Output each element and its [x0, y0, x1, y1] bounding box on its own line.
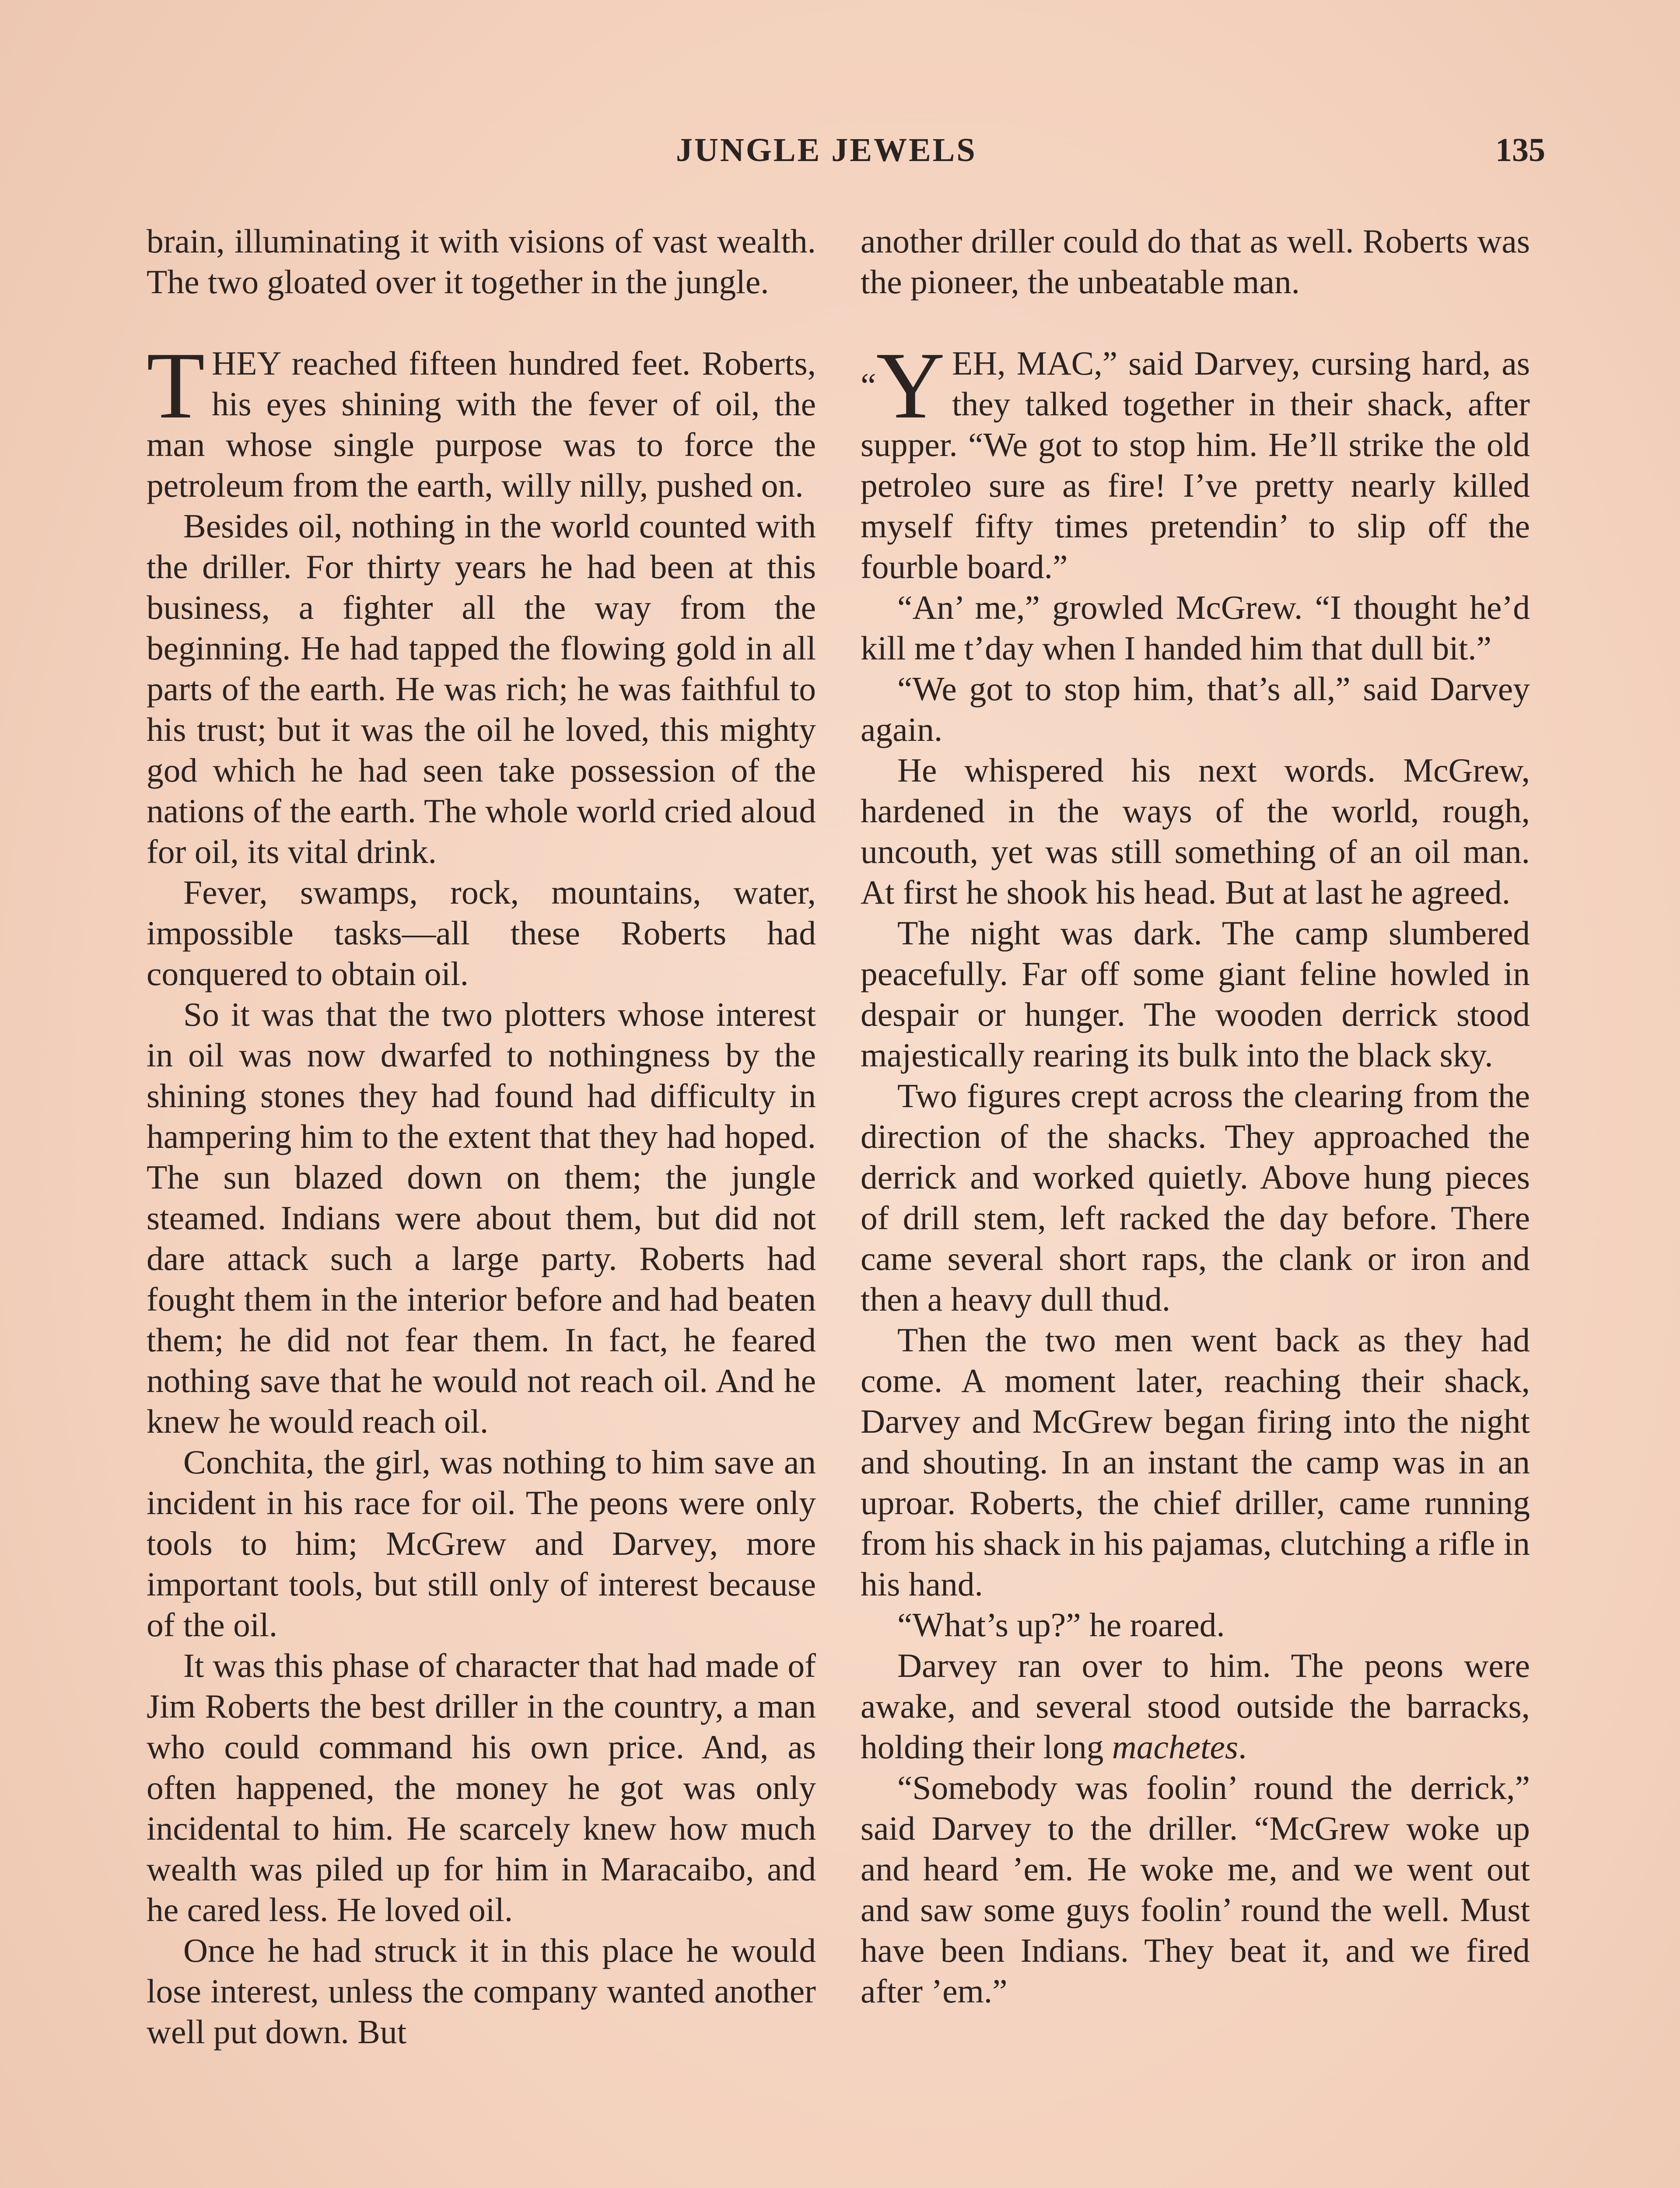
paragraph	[147, 333, 816, 506]
paragraph: “What’s up?” he roared.	[897, 1606, 1225, 1644]
paragraph-text: Darvey ran over to him. The peons were awake, and several stood outside the barracks, holding their long	[861, 1647, 1530, 1766]
paragraph: Then the two men went back as they had come. A moment later, reaching their shack, Darvey and McGrew began firing into the night and shouting. In an instant the camp was in an uproar. Roberts, the chief driller, came running from his shack in his pajamas, clutching a rifle in his hand.	[861, 1321, 1530, 1603]
open-quote: “	[861, 367, 876, 405]
paragraph: So it was that the two plotters whose interest in oil was now dwarfed to nothingness by the shining stones they had found had difficulty in hampering him to the extent that they had hoped. The sun blazed down on them; the jungle steamed. Indians were about them, but did not dare attack such a large party. Roberts had fought them in the interior before and had beaten them; he did not fear them. In fact, he feared nothing save that he would not reach oil. And he knew he would reach oil.	[147, 996, 816, 1440]
running-title: JUNGLE JEWELS	[676, 132, 977, 168]
paragraph: It was this phase of character that had made of Jim Roberts the best driller in the country, a man who could command his own price. And, as often happened, the money he got was only incidental to him. He scarcely knew how much wealth was piled up for him in Maracaibo, and he cared less. He loved oil.	[147, 1647, 816, 1929]
paragraph: Once he had struck it in this place he would lose interest, unless the company wanted another well put down. But	[147, 1932, 816, 2051]
paragraph: Two figures crept across the clearing from the direction of the shacks. They approached the derrick and worked quietly. Above hung pieces of drill stem, left racked the day before. There came several short raps, the clank or iron and then a heavy dull thud.	[861, 1077, 1530, 1318]
paragraph-text: EH, MAC,” said Darvey, cursing hard, as they talked together in their shack, after supper. “We got to stop him. He’ll strike the old petroleo sure as fire! I’ve pretty nearly killed myself fifty times pretendin’ to slip off the fourble board.”	[861, 344, 1530, 586]
italic-word: machetes	[1112, 1728, 1239, 1766]
paragraph	[861, 1645, 1530, 1767]
paragraph: Besides oil, nothing in the world counted with the driller. For thirty years he had been at this business, a fighter all the way from the beginning. He had tapped the flowing gold in all parts of the earth. He was rich; he was faithful to his trust; but it was the oil he loved, this mighty god which he had seen take possession of the nations of the earth. The whole world cried aloud for oil, its vital drink.	[147, 507, 816, 870]
paragraph	[861, 333, 1530, 587]
paragraph: The night was dark. The camp slumbered peacefully. Far off some giant feline howled in despair or hunger. The wooden derrick stood majestically rearing its bulk into the black sky.	[861, 914, 1530, 1074]
paragraph: He whispered his next words. McGrew, hardened in the ways of the world, rough, uncouth, yet was still something of an oil man. At first he shook his head. But at last he agreed.	[861, 751, 1530, 911]
paragraph: Fever, swamps, rock, mountains, water, impossible tasks—all these Roberts had conquered to obtain oil.	[147, 873, 816, 992]
paragraph-text: .	[1238, 1728, 1247, 1766]
paragraph: another driller could do that as well. Roberts was the pioneer, the unbeatable man.	[861, 222, 1530, 301]
paragraph: brain, illuminating it with visions of vast wealth. The two gloated over it together in the jungle.	[147, 222, 816, 301]
drop-cap	[861, 333, 945, 438]
drop-cap-letter: Y	[876, 333, 945, 438]
page-number: 135	[1495, 132, 1545, 168]
paragraph: Conchita, the girl, was nothing to him save an incident in his race for oil. The peons were only tools to him; McGrew and Darvey, more important tools, but still only of interest because of the oil.	[147, 1443, 816, 1644]
paragraph: “Somebody was foolin’ round the derrick,” said Darvey to the driller. “McGrew woke up and heard ’em. He woke me, and we went out and saw some guys foolin’ round the well. Must have been Indians. They beat it, and we fired after ’em.”	[861, 1769, 1530, 2010]
left-column	[147, 221, 816, 2052]
paragraph: “An’ me,” growled McGrew. “I thought he’d kill me t’day when I handed him that dull bit.”	[861, 589, 1530, 667]
paragraph-text: HEY reached fifteen hundred feet. Roberts, his eyes shining with the fever of oil, the man whose single purpose was to force the petroleum from the earth, willy nilly, pushed on.	[147, 344, 816, 504]
right-column	[861, 221, 1530, 2012]
paragraph: “We got to stop him, that’s all,” said Darvey again.	[861, 670, 1530, 748]
drop-cap: T	[147, 333, 205, 438]
